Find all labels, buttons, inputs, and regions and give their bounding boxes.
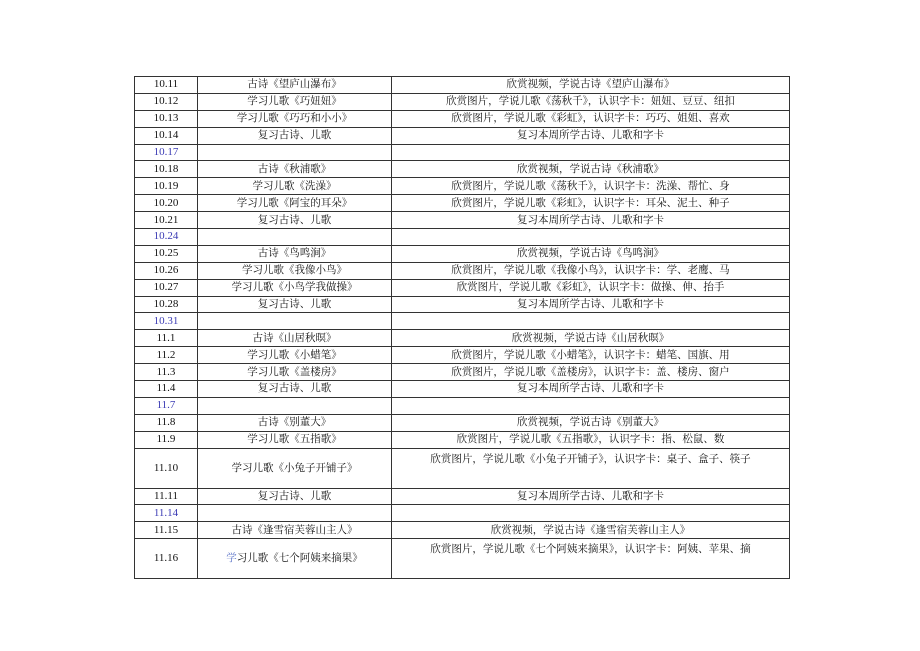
date-cell: 10.26 bbox=[135, 262, 198, 279]
topic-cell: 学习儿歌《巧妞妞》 bbox=[198, 93, 392, 110]
activity-cell: 欣赏图片，学说儿歌《彩虹》，认识字卡：耳朵、泥土、种子 bbox=[392, 195, 790, 212]
table-row bbox=[135, 347, 790, 364]
week-date-cell: 11.7 bbox=[135, 397, 198, 414]
topic-cell: 古诗《鸟鸣涧》 bbox=[198, 245, 392, 262]
table-row bbox=[135, 364, 790, 381]
table-row bbox=[135, 431, 790, 448]
activity-cell: 欣赏图片，学说儿歌《荡秋千》，认识字卡：洗澡、帮忙、身 bbox=[392, 178, 790, 195]
date-cell: 11.4 bbox=[135, 381, 198, 398]
topic-cell: 学习儿歌《洗澡》 bbox=[198, 178, 392, 195]
activity-cell: 欣赏视频，学说古诗《别董大》 bbox=[392, 414, 790, 431]
topic-cell: 学习儿歌《我像小鸟》 bbox=[198, 262, 392, 279]
week-separator-row bbox=[135, 313, 790, 330]
date-cell: 10.11 bbox=[135, 77, 198, 94]
table-row bbox=[135, 110, 790, 127]
week-date-cell: 11.14 bbox=[135, 505, 198, 522]
table-row bbox=[135, 330, 790, 347]
activity-cell: 欣赏视频，学说古诗《山居秋暝》 bbox=[392, 330, 790, 347]
topic-cell bbox=[198, 229, 392, 246]
topic-cell: 复习古诗、儿歌 bbox=[198, 296, 392, 313]
table-row bbox=[135, 381, 790, 398]
table-row bbox=[135, 195, 790, 212]
date-cell: 11.16 bbox=[135, 539, 198, 579]
topic-prefix: 学 bbox=[226, 552, 237, 565]
date-cell: 11.15 bbox=[135, 522, 198, 539]
activity-cell: 复习本周所学古诗、儿歌和字卡 bbox=[392, 381, 790, 398]
table-row bbox=[135, 178, 790, 195]
activity-cell: 欣赏图片，学说儿歌《五指歌》，认识字卡：指、松鼠、数 bbox=[392, 431, 790, 448]
topic-cell: 复习古诗、儿歌 bbox=[198, 381, 392, 398]
date-cell: 10.13 bbox=[135, 110, 198, 127]
activity-cell: 复习本周所学古诗、儿歌和字卡 bbox=[392, 296, 790, 313]
week-separator-row bbox=[135, 505, 790, 522]
activity-cell: 欣赏视频，学说古诗《望庐山瀑布》 bbox=[392, 77, 790, 94]
activity-cell: 欣赏图片，学说儿歌《七个阿姨来摘果》，认识字卡：阿姨、苹果、摘 bbox=[392, 539, 790, 579]
table-row bbox=[135, 448, 790, 488]
date-cell: 10.14 bbox=[135, 127, 198, 144]
date-cell: 10.12 bbox=[135, 93, 198, 110]
topic-cell: 复习古诗、儿歌 bbox=[198, 127, 392, 144]
topic-cell bbox=[198, 144, 392, 161]
activity-cell: 欣赏图片，学说儿歌《小兔子开铺子》，认识字卡：桌子、盒子、筷子 bbox=[392, 448, 790, 488]
table-row bbox=[135, 488, 790, 505]
activity-cell: 欣赏图片，学说儿歌《小蜡笔》，认识字卡：蜡笔、国旗、用 bbox=[392, 347, 790, 364]
topic-cell: 古诗《逢雪宿芙蓉山主人》 bbox=[198, 522, 392, 539]
date-cell: 10.20 bbox=[135, 195, 198, 212]
date-cell: 11.9 bbox=[135, 431, 198, 448]
activity-cell bbox=[392, 229, 790, 246]
date-cell: 11.10 bbox=[135, 448, 198, 488]
activity-cell: 复习本周所学古诗、儿歌和字卡 bbox=[392, 488, 790, 505]
topic-cell: 学习儿歌《盖楼房》 bbox=[198, 364, 392, 381]
topic-text: 习儿歌《七个阿姨来摘果》 bbox=[236, 552, 363, 565]
activity-cell bbox=[392, 505, 790, 522]
table-row bbox=[135, 161, 790, 178]
table-row bbox=[135, 279, 790, 296]
topic-cell: 古诗《秋浦歌》 bbox=[198, 161, 392, 178]
week-date-cell: 10.31 bbox=[135, 313, 198, 330]
activity-cell: 欣赏图片，学说儿歌《彩虹》，认识字卡：做操、伸、抬手 bbox=[392, 279, 790, 296]
date-cell: 10.18 bbox=[135, 161, 198, 178]
date-cell: 10.21 bbox=[135, 212, 198, 229]
activity-cell: 欣赏视频，学说古诗《逢雪宿芙蓉山主人》 bbox=[392, 522, 790, 539]
activity-cell: 复习本周所学古诗、儿歌和字卡 bbox=[392, 127, 790, 144]
table-row bbox=[135, 539, 790, 579]
activity-cell: 复习本周所学古诗、儿歌和字卡 bbox=[392, 212, 790, 229]
table-row bbox=[135, 77, 790, 94]
week-separator-row bbox=[135, 144, 790, 161]
date-cell: 11.8 bbox=[135, 414, 198, 431]
date-cell: 11.3 bbox=[135, 364, 198, 381]
topic-cell bbox=[198, 539, 392, 579]
activity-cell: 欣赏图片，学说儿歌《我像小鸟》，认识字卡：学、老鹰、马 bbox=[392, 262, 790, 279]
table-row bbox=[135, 93, 790, 110]
topic-cell bbox=[198, 505, 392, 522]
topic-cell: 复习古诗、儿歌 bbox=[198, 488, 392, 505]
topic-cell bbox=[198, 313, 392, 330]
topic-cell: 学习儿歌《五指歌》 bbox=[198, 431, 392, 448]
week-separator-row bbox=[135, 229, 790, 246]
activity-cell: 欣赏图片，学说儿歌《荡秋千》，认识字卡：妞妞、豆豆、纽扣 bbox=[392, 93, 790, 110]
table-row bbox=[135, 414, 790, 431]
activity-cell bbox=[392, 313, 790, 330]
table-row bbox=[135, 127, 790, 144]
date-cell: 10.19 bbox=[135, 178, 198, 195]
topic-cell: 学习儿歌《小蜡笔》 bbox=[198, 347, 392, 364]
activity-cell: 欣赏视频，学说古诗《秋浦歌》 bbox=[392, 161, 790, 178]
date-cell: 10.28 bbox=[135, 296, 198, 313]
topic-cell: 古诗《山居秋暝》 bbox=[198, 330, 392, 347]
topic-cell: 学习儿歌《小兔子开铺子》 bbox=[198, 448, 392, 488]
topic-cell: 学习儿歌《阿宝的耳朵》 bbox=[198, 195, 392, 212]
topic-cell bbox=[198, 397, 392, 414]
topic-cell: 复习古诗、儿歌 bbox=[198, 212, 392, 229]
date-cell: 11.11 bbox=[135, 488, 198, 505]
topic-cell: 学习儿歌《巧巧和小小》 bbox=[198, 110, 392, 127]
activity-cell: 欣赏图片，学说儿歌《盖楼房》，认识字卡：盖、楼房、窗户 bbox=[392, 364, 790, 381]
table-row bbox=[135, 296, 790, 313]
table-row bbox=[135, 212, 790, 229]
table-row bbox=[135, 522, 790, 539]
activity-cell bbox=[392, 144, 790, 161]
date-cell: 11.1 bbox=[135, 330, 198, 347]
week-date-cell: 10.24 bbox=[135, 229, 198, 246]
activity-cell: 欣赏图片，学说儿歌《彩虹》，认识字卡：巧巧、姐姐、喜欢 bbox=[392, 110, 790, 127]
topic-cell: 学习儿歌《小鸟学我做操》 bbox=[198, 279, 392, 296]
date-cell: 11.2 bbox=[135, 347, 198, 364]
activity-cell: 欣赏视频，学说古诗《鸟鸣涧》 bbox=[392, 245, 790, 262]
week-date-cell: 10.17 bbox=[135, 144, 198, 161]
date-cell: 10.27 bbox=[135, 279, 198, 296]
topic-cell: 古诗《望庐山瀑布》 bbox=[198, 77, 392, 94]
date-cell: 10.25 bbox=[135, 245, 198, 262]
table-row bbox=[135, 262, 790, 279]
topic-cell: 古诗《别董大》 bbox=[198, 414, 392, 431]
table-row bbox=[135, 245, 790, 262]
schedule-table bbox=[134, 76, 790, 579]
activity-cell bbox=[392, 397, 790, 414]
week-separator-row bbox=[135, 397, 790, 414]
